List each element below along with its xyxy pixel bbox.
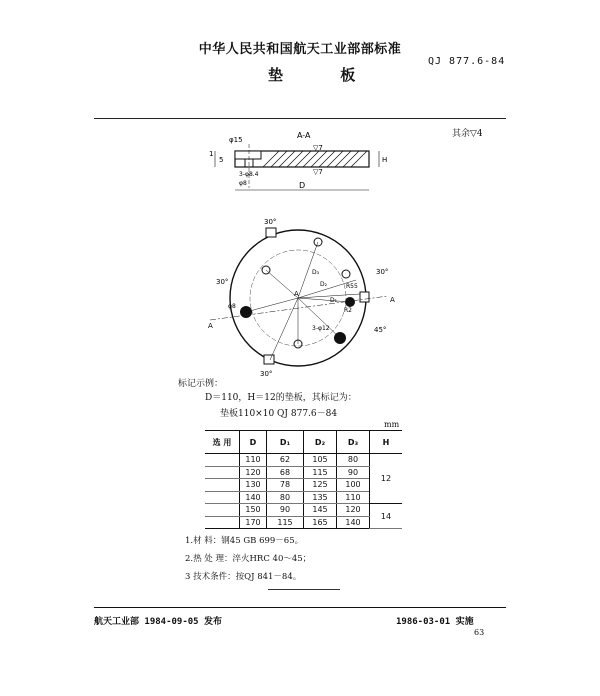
col-d2: D₂ [304, 431, 337, 454]
counterbore [235, 151, 261, 159]
col-select: 选 用 [205, 431, 240, 454]
col-d3: D₃ [337, 431, 370, 454]
r2-label: R2 [344, 307, 352, 314]
notch [266, 228, 276, 237]
dim-phi15: φ15 [229, 136, 243, 144]
dim-left: 1 [209, 150, 214, 158]
angle-45: 45° [374, 326, 387, 334]
table-row: 110 62 105 80 12 [205, 454, 402, 467]
dim-h: H [382, 156, 388, 164]
requirement-material: 1.材 料：钢45 GB 699－65。 [185, 536, 304, 546]
marking-text: D＝110，H＝12的垫板，其标记为： [205, 393, 357, 403]
effective-date: 1986-03-01 实施 [396, 617, 474, 627]
r55-label: R55 [346, 283, 358, 290]
section-label: A-A [297, 131, 311, 140]
marking-example: 垫板110×10 QJ 877.6－84 [220, 409, 338, 419]
holes-note: 3-φ8.4 [239, 171, 259, 178]
table-row: 150 90 145 120 14 [205, 504, 402, 517]
angle-bottom: 30° [260, 370, 273, 378]
section-mark-right: A [390, 296, 395, 304]
section-view-drawing [205, 128, 395, 198]
angle-top: 30° [264, 218, 277, 226]
angle-right: 30° [376, 268, 389, 276]
d3-label: D₃ [312, 269, 320, 276]
col-d1: D₁ [267, 431, 304, 454]
standard-code: QJ 877.6-84 [428, 56, 506, 67]
requirement-tech: 3 技术条件：按QJ 841－84。 [185, 572, 302, 582]
document-title: 垫 板 [268, 66, 382, 84]
col-h: H [370, 431, 403, 454]
dim-d: D [299, 181, 306, 190]
page-number: 63 [474, 628, 485, 637]
plan-view-drawing [200, 212, 400, 380]
dimension-table [205, 430, 402, 529]
tol-bottom: ▽7 [313, 168, 323, 176]
section-mark-left: A [208, 322, 213, 330]
footer-rule [94, 607, 506, 608]
standard-header: 中华人民共和国航天工业部部标准 [198, 42, 402, 57]
end-line [268, 589, 340, 590]
dim-depth: 5 [219, 156, 224, 164]
table-row: 120 68 115 90 [205, 466, 402, 479]
d2-label: D₂ [320, 281, 328, 288]
notch [360, 292, 369, 302]
tol-top: ▽7 [313, 144, 323, 152]
table-row: 170 115 165 140 [205, 516, 402, 529]
table-row: 140 80 135 110 [205, 491, 402, 504]
h-value: 12 [370, 454, 403, 504]
phi-small: φ8 [239, 180, 247, 187]
h-value: 14 [370, 504, 403, 529]
unit-label: mm [384, 420, 400, 429]
col-d: D [240, 431, 267, 454]
d1-label: D₁ [330, 297, 338, 304]
small-hole [342, 270, 350, 278]
center-label: A [294, 290, 299, 298]
surface-finish-note: 其余▽4 [452, 129, 483, 139]
holes-12-label: 3-φ12 [312, 325, 330, 332]
table-row: 130 78 125 100 [205, 479, 402, 492]
requirement-heat: 2.热 处 理：淬火HRC 40～45； [185, 554, 312, 564]
notch [264, 355, 274, 364]
angle-left: 30° [216, 278, 229, 286]
phi8-label: φ8 [228, 303, 236, 310]
header-rule [94, 118, 506, 119]
hatch-lines [263, 151, 367, 167]
marking-label: 标记示例： [178, 379, 224, 389]
issue-date: 航天工业部 1984-09-05 发布 [94, 617, 223, 627]
